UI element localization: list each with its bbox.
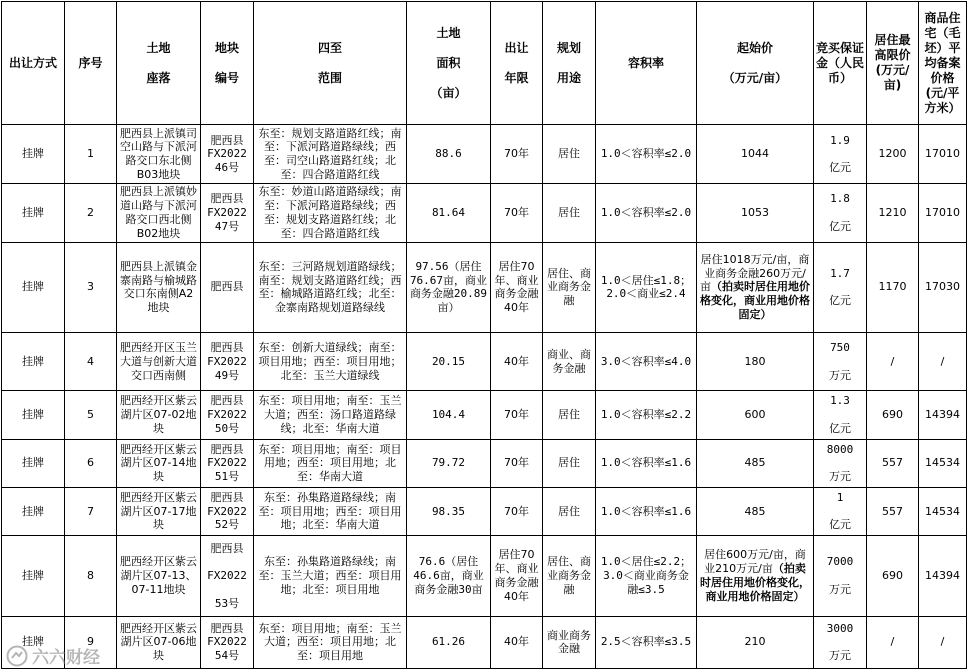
cell-far: 1.0＜居住≤2.2；3.0＜商业商务金融≤3.5 (596, 536, 697, 616)
cell-term: 70年 (491, 184, 543, 242)
cell-use: 居住 (543, 487, 596, 535)
cell-use: 居住 (543, 125, 596, 184)
cell-price (697, 391, 814, 439)
cell-use: 商业、商务金融 (543, 333, 596, 391)
cell-deposit: 8000 万元 (814, 439, 867, 487)
cell-code: 肥西县 FX2022 53号 (201, 536, 254, 616)
cell-location: 肥西经开区紫云湖片区07-14地块 (117, 439, 201, 487)
header-method: 出让方式 (2, 2, 65, 125)
cell-method: 挂牌 (2, 391, 65, 439)
cell-area: 97.56（居住76.67亩，商业商务金融20.89亩） (407, 242, 491, 332)
header-max-price: 居住最高限价(万元/亩) (867, 2, 919, 125)
cell-price (697, 536, 814, 616)
cell-method: 挂牌 (2, 242, 65, 332)
cell-far: 1.0＜容积率≤2.2 (596, 391, 697, 439)
watermark-text: 六六财经 (32, 648, 100, 668)
cell-method: 挂牌 (2, 616, 65, 668)
cell-location: 肥西经开区紫云湖片区07-13、07-11地块 (117, 536, 201, 616)
price-text: 1053 (741, 206, 769, 220)
header-use: 规划 用途 (543, 2, 596, 125)
cell-code: 肥西县FX2022 47号 (201, 184, 254, 242)
cell-use: 商业商务金融 (543, 616, 596, 668)
header-term: 出让 年限 (491, 2, 543, 125)
cell-max-price: / (867, 333, 919, 391)
cell-avg-price: / (919, 333, 967, 391)
table-row (2, 391, 967, 439)
cell-use: 居住 (543, 391, 596, 439)
cell-method: 挂牌 (2, 184, 65, 242)
header-deposit: 竞买保证金（人民币） (814, 2, 867, 125)
price-text: 居住1018万元/亩，商业商务金融260万元/亩 (700, 252, 810, 294)
cell-price (697, 333, 814, 391)
cell-bounds: 东至：创新大道绿线；南至：项目用地；西至：项目用地；北至：玉兰大道绿线 (254, 333, 407, 391)
cell-far: 3.0＜容积率≤4.0 (596, 333, 697, 391)
cell-method: 挂牌 (2, 439, 65, 487)
cell-deposit: 750 万元 (814, 333, 867, 391)
cell-area: 81.64 (407, 184, 491, 242)
cell-price (697, 125, 814, 184)
cell-avg-price: 17010 (919, 184, 967, 242)
cell-no: 7 (65, 487, 117, 535)
price-text: 210 (744, 635, 766, 649)
price-text: 180 (744, 354, 766, 368)
cell-code: 肥西县 (201, 242, 254, 332)
cell-max-price: 690 (867, 536, 919, 616)
cell-use: 居住、商业商务金融 (543, 242, 596, 332)
cell-max-price: 1200 (867, 125, 919, 184)
header-far: 容积率 (596, 2, 697, 125)
cell-no: 4 (65, 333, 117, 391)
price-text: 485 (744, 504, 766, 518)
cell-area: 76.6（居住46.6亩，商业商务金融30亩 (407, 536, 491, 616)
cell-location: 肥西县上派镇司空山路与下派河路交口东北侧B03地块 (117, 125, 201, 184)
cell-term: 70年 (491, 125, 543, 184)
header-location: 土地 座落 (117, 2, 201, 125)
cell-use: 居住 (543, 184, 596, 242)
cell-avg-price: 14394 (919, 391, 967, 439)
price-text: 485 (744, 456, 766, 470)
cell-no: 6 (65, 439, 117, 487)
cell-use: 居住、商业商务金融 (543, 536, 596, 616)
cell-far: 1.0＜容积率≤2.0 (596, 125, 697, 184)
cell-term: 40年 (491, 333, 543, 391)
cell-avg-price: / (919, 616, 967, 668)
cell-code: 肥西县FX2022 52号 (201, 487, 254, 535)
cell-use: 居住 (543, 439, 596, 487)
cell-price (697, 242, 814, 332)
table-header-row (2, 2, 967, 125)
cell-far: 2.5＜容积率≤3.5 (596, 616, 697, 668)
cell-far: 1.0＜容积率≤2.0 (596, 184, 697, 242)
cell-bounds: 东至：孙集路道路绿线；南至：玉兰大道；西至：项目用地；北至：项目用地 (254, 536, 407, 616)
price-note: （拍卖时居住用地价格变化，商业用地价格固定） (700, 562, 810, 603)
cell-avg-price: 14394 (919, 536, 967, 616)
price-note: （拍卖时居住用地价格变化，商业用地价格固定） (700, 280, 810, 321)
price-text: 600 (744, 408, 766, 422)
cell-area: 88.6 (407, 125, 491, 184)
cell-max-price: 557 (867, 487, 919, 535)
cell-method: 挂牌 (2, 536, 65, 616)
cell-deposit: 1 亿元 (814, 487, 867, 535)
cell-max-price: 1170 (867, 242, 919, 332)
table-row (2, 616, 967, 668)
cell-far: 1.0＜容积率≤1.6 (596, 439, 697, 487)
cell-bounds: 东至：妙道山路道路绿线；南至：下派河路道路绿线；西至：规划支路道路红线；北至：四合路道路红线 (254, 184, 407, 242)
header-no: 序号 (65, 2, 117, 125)
cell-location: 肥西经开区玉兰大道与创新大道交口西南侧 (117, 333, 201, 391)
cell-no: 1 (65, 125, 117, 184)
header-area: 土地 面积 （亩） (407, 2, 491, 125)
cell-term: 70年 (491, 391, 543, 439)
cell-deposit: 1.3 亿元 (814, 391, 867, 439)
header-bounds: 四至 范围 (254, 2, 407, 125)
cell-no: 5 (65, 391, 117, 439)
cell-deposit: 1.8 亿元 (814, 184, 867, 242)
cell-max-price: / (867, 616, 919, 668)
cell-price (697, 616, 814, 668)
cell-max-price: 557 (867, 439, 919, 487)
cell-price (697, 487, 814, 535)
cell-avg-price: 17030 (919, 242, 967, 332)
cell-max-price: 690 (867, 391, 919, 439)
cell-avg-price: 17010 (919, 125, 967, 184)
cell-bounds: 东至：三河路规划道路绿线；南至：规划支路道路红线；西至：榆城路道路红线；北至：金寨南路规划道路绿线 (254, 242, 407, 332)
table-row (2, 439, 967, 487)
cell-term: 70年 (491, 487, 543, 535)
cell-location: 肥西经开区紫云湖片区07-02地块 (117, 391, 201, 439)
cell-location: 肥西县上派镇金寨南路与榆城路交口东南侧A2地块 (117, 242, 201, 332)
cell-location: 肥西县上派镇妙道山路与下派河路交口西北侧B02地块 (117, 184, 201, 242)
cell-deposit: 7000 万元 (814, 536, 867, 616)
cell-no: 8 (65, 536, 117, 616)
cell-code: 肥西县FX2022 49号 (201, 333, 254, 391)
cell-code: 肥西县FX2022 46号 (201, 125, 254, 184)
cell-avg-price: 14534 (919, 439, 967, 487)
cell-term: 居住70年、商业商务金融40年 (491, 536, 543, 616)
table-row (2, 242, 967, 332)
cell-term: 居住70年、商业商务金融40年 (491, 242, 543, 332)
cell-avg-price: 14534 (919, 487, 967, 535)
cell-code: 肥西县FX2022 51号 (201, 439, 254, 487)
cell-term: 70年 (491, 439, 543, 487)
cell-code: 肥西县FX2022 50号 (201, 391, 254, 439)
cell-no: 2 (65, 184, 117, 242)
cell-term: 40年 (491, 616, 543, 668)
cell-method: 挂牌 (2, 487, 65, 535)
cell-area: 104.4 (407, 391, 491, 439)
table-row (2, 125, 967, 184)
cell-deposit: 1.7 亿元 (814, 242, 867, 332)
header-code: 地块 编号 (201, 2, 254, 125)
cell-bounds: 东至：项目用地；南至：项目用地；西至：项目用地；北至：华南大道 (254, 439, 407, 487)
cell-bounds: 东至：孙集路道路绿线；南至：项目用地；西至：项目用地；北至：华南大道 (254, 487, 407, 535)
cell-method: 挂牌 (2, 333, 65, 391)
price-text: 居住600万元/亩，商业210万元/亩 (704, 548, 806, 576)
cell-method: 挂牌 (2, 125, 65, 184)
cell-price (697, 439, 814, 487)
cell-location: 肥西经开区紫云湖片区07-17地块 (117, 487, 201, 535)
cell-deposit: 3000 万元 (814, 616, 867, 668)
price-text: 1044 (741, 147, 769, 161)
cell-no: 3 (65, 242, 117, 332)
cell-area: 61.26 (407, 616, 491, 668)
table-row (2, 487, 967, 535)
cell-max-price: 1210 (867, 184, 919, 242)
cell-bounds: 东至：项目用地；南至：玉兰大道；西至：汤口路道路绿线；北至：华南大道 (254, 391, 407, 439)
table-row (2, 184, 967, 242)
cell-area: 79.72 (407, 439, 491, 487)
cell-far: 1.0＜居住≤1.8； 2.0＜商业≤2.4 (596, 242, 697, 332)
cell-area: 20.15 (407, 333, 491, 391)
header-price: 起始价 （万元/亩） (697, 2, 814, 125)
table-row (2, 333, 967, 391)
header-avg-price: 商品住宅（毛坯）平均备案价格(元/平方米） (919, 2, 967, 125)
cell-code: 肥西县FX2022 54号 (201, 616, 254, 668)
cell-no: 9 (65, 616, 117, 668)
land-auction-table (1, 1, 967, 669)
cell-far: 1.0＜容积率≤1.6 (596, 487, 697, 535)
cell-deposit: 1.9 亿元 (814, 125, 867, 184)
cell-bounds: 东至：规划支路道路红线；南至：下派河路道路绿线；西至：司空山路道路红线；北至：四合路道路红线 (254, 125, 407, 184)
cell-area: 98.35 (407, 487, 491, 535)
table-row (2, 536, 967, 616)
cell-bounds: 东至：项目用地；南至：玉兰大道；西至：项目用地；北至：项目用地 (254, 616, 407, 668)
cell-price (697, 184, 814, 242)
cell-location: 肥西经开区紫云湖片区07-06地块 (117, 616, 201, 668)
